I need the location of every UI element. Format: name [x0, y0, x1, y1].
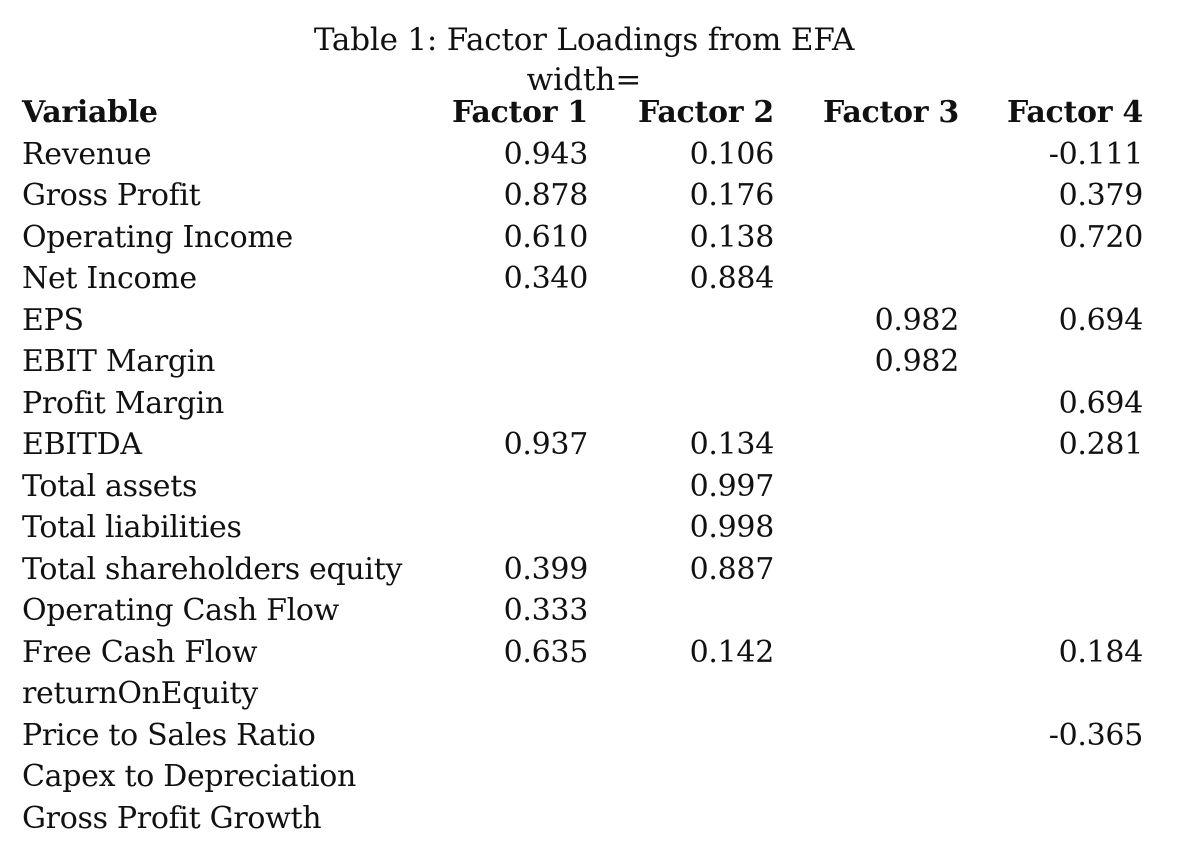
cell-factor-4 [959, 507, 1143, 549]
cell-factor-2: 0.106 [689, 136, 774, 172]
cell-factor-1: 0.399 [503, 551, 588, 587]
cell-variable: Gross Profit Growth [22, 800, 322, 836]
cell-factor-4 [959, 590, 1143, 632]
cell-factor-2: 0.997 [689, 468, 774, 504]
table-caption-text: Table 1: Factor Loadings from EFA [313, 22, 855, 58]
cell-variable: Total assets [22, 468, 198, 504]
cell-factor-1: 0.340 [503, 261, 588, 296]
cell-factor-3 [774, 798, 959, 840]
cell-factor-2 [588, 798, 774, 840]
table-row [22, 300, 1143, 342]
table-row [22, 134, 1143, 176]
cell-factor-1: 0.878 [503, 178, 588, 213]
cell-factor-1 [446, 466, 588, 508]
cell-factor-4: 0.281 [1058, 427, 1143, 462]
cell-factor-4 [959, 673, 1143, 715]
cell-factor-1 [446, 798, 588, 840]
cell-variable: returnOnEquity [22, 676, 258, 711]
cell-factor-3 [774, 134, 959, 176]
table-row [22, 341, 1143, 383]
cell-factor-3: 0.982 [874, 302, 959, 338]
header-row [22, 92, 1143, 134]
cell-factor-1: 0.333 [503, 593, 588, 628]
cell-factor-4: 0.184 [1058, 634, 1143, 670]
cell-factor-4: 0.694 [1058, 385, 1143, 421]
header-factor-2: Factor 2 [638, 95, 774, 130]
cell-factor-2 [588, 756, 774, 798]
cell-factor-2 [588, 715, 774, 757]
cell-factor-1 [446, 383, 588, 425]
cell-factor-1 [446, 300, 588, 342]
table-row [22, 217, 1143, 259]
cell-factor-2: 0.887 [689, 551, 774, 587]
cell-factor-4 [959, 341, 1143, 383]
header-factor-1: Factor 1 [452, 95, 588, 130]
header-factor-4: Factor 4 [1007, 95, 1143, 130]
cell-factor-4: 0.379 [1058, 178, 1143, 213]
cell-factor-2: 0.884 [689, 261, 774, 296]
cell-factor-4 [959, 466, 1143, 508]
cell-variable: Net Income [22, 261, 197, 296]
header-factor-3: Factor 3 [823, 95, 959, 130]
cell-factor-2 [588, 673, 774, 715]
table-row [22, 466, 1143, 508]
cell-factor-1 [446, 507, 588, 549]
cell-factor-3 [774, 715, 959, 757]
table-header [22, 92, 1143, 134]
cell-factor-1: 0.610 [503, 219, 588, 255]
cell-factor-3 [774, 632, 959, 674]
cell-variable: Capex to Depreciation [22, 759, 357, 794]
cell-factor-2 [588, 383, 774, 425]
cell-factor-4 [959, 756, 1143, 798]
cell-variable: Total liabilities [22, 510, 242, 545]
cell-factor-4 [959, 549, 1143, 591]
cell-variable: Gross Profit [22, 178, 201, 213]
table-caption [0, 20, 1178, 60]
cell-factor-2: 0.998 [689, 510, 774, 545]
table-row [22, 175, 1143, 217]
cell-factor-1 [446, 715, 588, 757]
header-variable: Variable [22, 95, 158, 130]
cell-factor-3 [774, 383, 959, 425]
cell-variable: EPS [22, 302, 84, 338]
cell-factor-4: -0.111 [1048, 136, 1143, 172]
cell-factor-3 [774, 590, 959, 632]
cell-factor-4: 0.720 [1058, 219, 1143, 255]
cell-factor-3 [774, 673, 959, 715]
cell-variable: EBITDA [22, 427, 142, 462]
table-row [22, 715, 1143, 757]
cell-factor-4 [959, 258, 1143, 300]
table-row [22, 590, 1143, 632]
table-row [22, 549, 1143, 591]
table-body [22, 134, 1143, 840]
cell-factor-3: 0.982 [874, 344, 959, 379]
factor-loadings-table [22, 92, 1143, 839]
cell-factor-2: 0.142 [689, 634, 774, 670]
cell-variable: Total shareholders equity [22, 551, 403, 587]
cell-factor-1 [446, 756, 588, 798]
cell-factor-3 [774, 507, 959, 549]
table-row [22, 673, 1143, 715]
cell-variable: Profit Margin [22, 385, 225, 421]
table-row [22, 507, 1143, 549]
cell-factor-2: 0.138 [689, 219, 774, 255]
cell-variable: Free Cash Flow [22, 634, 258, 670]
cell-variable: EBIT Margin [22, 344, 216, 379]
table-row [22, 258, 1143, 300]
cell-factor-3 [774, 549, 959, 591]
cell-factor-1 [446, 673, 588, 715]
cell-factor-2 [588, 341, 774, 383]
cell-factor-1: 0.937 [503, 427, 588, 462]
cell-factor-3 [774, 175, 959, 217]
cell-factor-1 [446, 341, 588, 383]
cell-factor-2: 0.134 [689, 427, 774, 462]
cell-variable: Revenue [22, 136, 152, 172]
cell-factor-4: -0.365 [1048, 717, 1143, 753]
cell-factor-4 [959, 798, 1143, 840]
cell-factor-2 [588, 300, 774, 342]
table-row [22, 632, 1143, 674]
cell-factor-3 [774, 258, 959, 300]
cell-factor-2 [588, 590, 774, 632]
cell-factor-3 [774, 466, 959, 508]
cell-factor-4: 0.694 [1058, 302, 1143, 338]
cell-factor-3 [774, 756, 959, 798]
cell-factor-1: 0.635 [503, 634, 588, 670]
cell-factor-3 [774, 424, 959, 466]
cell-factor-2: 0.176 [689, 178, 774, 213]
cell-variable: Operating Cash Flow [22, 593, 340, 628]
table-row [22, 798, 1143, 840]
cell-factor-1: 0.943 [503, 136, 588, 172]
cell-variable: Operating Income [22, 219, 293, 255]
table-row [22, 756, 1143, 798]
table-row [22, 383, 1143, 425]
cell-variable: Price to Sales Ratio [22, 717, 316, 753]
cell-factor-3 [774, 217, 959, 259]
stray-text-value: width= [526, 62, 642, 98]
table-row [22, 424, 1143, 466]
